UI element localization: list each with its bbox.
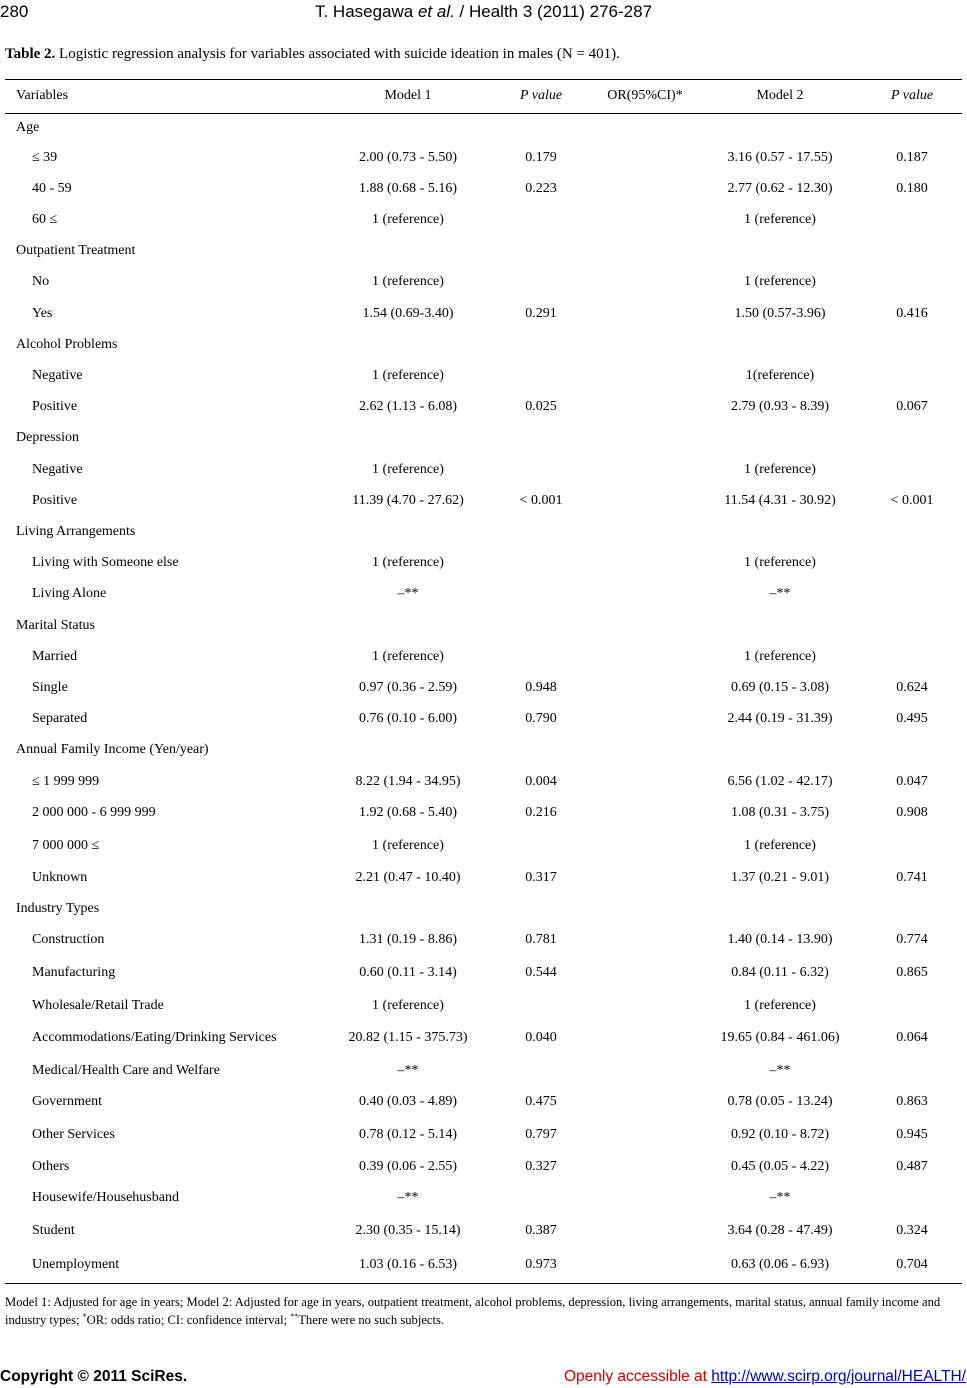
model-2-cell: 1.08 (0.31 - 3.75) [731,805,829,820]
footnote-abbreviations: OR: odds ratio; CI: confidence interval; [86,1313,291,1327]
running-header [0,0,967,26]
variable-label: Housewife/Househusband [32,1190,179,1205]
table-row [0,870,967,890]
model-1-cell: 0.76 (0.10 - 6.00) [359,711,457,726]
p-value-1-cell: 0.797 [525,1127,557,1142]
model-1-cell: 0.78 (0.12 - 5.14) [359,1127,457,1142]
table-row [0,462,967,482]
variable-label: Manufacturing [32,965,116,980]
table-row [0,965,967,985]
model-2-cell: 1.40 (0.14 - 13.90) [727,932,833,947]
journal-url-link[interactable]: http://www.scirp.org/journal/HEALTH/ [711,1368,966,1385]
model-1-cell: 1 (reference) [372,368,444,383]
model-1-cell: 1 (reference) [372,998,444,1013]
model-1-cell: 11.39 (4.70 - 27.62) [352,493,464,508]
p-value-1-cell: 0.475 [525,1094,557,1109]
p-value-2-cell: 0.495 [896,711,928,726]
model-1-cell: 2.21 (0.47 - 10.40) [355,870,461,885]
p-value-1-cell: 0.387 [525,1223,557,1238]
table-row [0,1159,967,1179]
model-2-cell: 0.63 (0.06 - 6.93) [731,1257,829,1272]
model-2-cell: 0.84 (0.11 - 6.32) [731,965,829,980]
p-value-1-cell: 0.004 [525,774,557,789]
table-group-row [0,430,967,450]
p-value-2-cell: 0.945 [896,1127,928,1142]
p-value-2-cell: < 0.001 [890,493,934,508]
model-1-cell: 1.31 (0.19 - 8.86) [359,932,457,947]
table-row [0,181,967,201]
table-group-row [0,120,967,140]
group-label: Outpatient Treatment [16,243,136,258]
table-row [0,649,967,669]
model-2-cell: 1(reference) [745,368,815,383]
variable-label: Accommodations/Eating/Drinking Services [32,1030,277,1045]
p-value-2-cell: 0.064 [896,1030,928,1045]
table-header-rule [5,113,962,114]
p-value-1-cell: 0.327 [525,1159,557,1174]
variable-label: Unemployment [32,1257,120,1272]
open-access-notice [564,1368,966,1386]
table-row [0,1257,967,1277]
table-row [0,212,967,232]
model-2-cell: 1 (reference) [744,274,816,289]
variable-label: 60 ≤ [32,212,58,227]
model-1-cell: 0.39 (0.06 - 2.55) [359,1159,457,1174]
table-row [0,555,967,575]
variable-label: Negative [32,368,83,383]
table-group-row [0,243,967,263]
table-bottom-rule [5,1283,962,1284]
model-2-cell: 1 (reference) [744,998,816,1013]
footnote-star-marker: * [82,1311,87,1321]
p-value-2-cell: 0.324 [896,1223,928,1238]
p-value-2-cell: 0.047 [896,774,928,789]
model-2-cell: 3.16 (0.57 - 17.55) [727,150,833,165]
header-model-2: Model 2 [756,88,804,103]
table-row [0,1094,967,1114]
model-1-cell: 1.03 (0.16 - 6.53) [359,1257,457,1272]
table-top-rule [5,79,962,80]
journal-citation [0,2,967,22]
p-value-1-cell: 0.040 [525,1030,557,1045]
p-value-1-cell: < 0.001 [519,493,563,508]
model-2-cell: 2.77 (0.62 - 12.30) [727,181,833,196]
model-1-cell: 1 (reference) [372,462,444,477]
model-2-cell: 19.65 (0.84 - 461.06) [720,1030,840,1045]
variable-label: Wholesale/Retail Trade [32,998,164,1013]
table-row [0,680,967,700]
variable-label: ≤ 39 [32,150,58,165]
variable-label: Married [32,649,78,664]
model-2-cell: 2.79 (0.93 - 8.39) [731,399,829,414]
model-2-cell: 3.64 (0.28 - 47.49) [727,1223,833,1238]
model-2-cell: 0.69 (0.15 - 3.08) [731,680,829,695]
model-1-cell: 0.40 (0.03 - 4.89) [359,1094,457,1109]
variable-label: Negative [32,462,83,477]
footnote-no-subjects: There were no such subjects. [298,1313,445,1327]
table-group-row [0,901,967,921]
model-2-cell: –** [769,1063,791,1078]
variable-label: Positive [32,493,78,508]
open-access-text: Openly accessible at [563,1368,712,1385]
table-row [0,150,967,170]
group-label: Depression [16,430,79,445]
model-1-cell: 8.22 (1.94 - 34.95) [355,774,461,789]
model-1-cell: 0.97 (0.36 - 2.59) [359,680,457,695]
model-2-cell: 11.54 (4.31 - 30.92) [724,493,836,508]
model-2-cell: –** [769,586,791,601]
group-label: Marital Status [16,618,95,633]
p-value-2-cell: 0.774 [896,932,928,947]
table-row [0,1063,967,1083]
table-row [0,1127,967,1147]
table-group-row [0,337,967,357]
model-1-cell: 1.88 (0.68 - 5.16) [359,181,457,196]
model-2-cell: 0.45 (0.05 - 4.22) [731,1159,829,1174]
group-label: Annual Family Income (Yen/year) [16,742,209,757]
variable-label: Government [32,1094,102,1109]
model-2-cell: –** [769,1190,791,1205]
model-1-cell: 0.60 (0.11 - 3.14) [359,965,457,980]
model-1-cell: –** [397,586,419,601]
p-value-1-cell: 0.544 [525,965,557,980]
footnote-double-star-marker: ** [290,1311,299,1321]
model-1-cell: 1 (reference) [372,838,444,853]
variable-label: Others [32,1159,70,1174]
variable-label: Medical/Health Care and Welfare [32,1063,220,1078]
model-2-cell: 1 (reference) [744,838,816,853]
variable-label: 40 - 59 [32,181,72,196]
citation-et-al: et al. [417,2,455,21]
p-value-2-cell: 0.741 [896,870,928,885]
variable-label: No [32,274,50,289]
p-value-2-cell: 0.704 [896,1257,928,1272]
model-1-cell: 2.30 (0.35 - 15.14) [355,1223,461,1238]
model-2-cell: 2.44 (0.19 - 31.39) [727,711,833,726]
table-row [0,368,967,388]
page-number: 280 [0,2,29,21]
p-value-1-cell: 0.973 [525,1257,557,1272]
variable-label: Separated [32,711,88,726]
p-value-2-cell: 0.863 [896,1094,928,1109]
table-row [0,805,967,825]
p-value-1-cell: 0.179 [525,150,557,165]
header-model-1: Model 1 [384,88,432,103]
variable-label: Living with Someone else [32,555,179,570]
table-row [0,774,967,794]
model-2-cell: 1.37 (0.21 - 9.01) [731,870,829,885]
variable-label: Living Alone [32,586,107,601]
table-row [0,1223,967,1243]
group-label: Industry Types [16,901,100,916]
p-value-2-cell: 0.487 [896,1159,928,1174]
variable-label: Other Services [32,1127,115,1142]
model-1-cell: 20.82 (1.15 - 375.73) [348,1030,468,1045]
table-row [0,1030,967,1050]
model-1-cell: 1 (reference) [372,555,444,570]
table-row [0,1190,967,1210]
variable-label: Yes [32,306,53,321]
table-group-row [0,524,967,544]
model-1-cell: –** [397,1190,419,1205]
variable-label: Single [32,680,68,695]
model-1-cell: 1 (reference) [372,649,444,664]
p-value-1-cell: 0.291 [525,306,557,321]
variable-label: Student [32,1223,75,1238]
variable-label: ≤ 1 999 999 [32,774,100,789]
model-1-cell: 1 (reference) [372,212,444,227]
group-label: Age [16,120,40,135]
table-footnote [5,1293,967,1329]
model-2-cell: 1 (reference) [744,649,816,664]
citation-journal: / Health 3 (2011) 276-287 [454,2,653,21]
model-2-cell: 1 (reference) [744,462,816,477]
table-row [0,274,967,294]
table-row [0,399,967,419]
variable-label: Unknown [32,870,88,885]
p-value-1-cell: 0.781 [525,932,557,947]
model-2-cell: 6.56 (1.02 - 42.17) [727,774,833,789]
p-value-1-cell: 0.025 [525,399,557,414]
table-row [0,838,967,858]
p-value-2-cell: 0.416 [896,306,928,321]
p-value-1-cell: 0.223 [525,181,557,196]
p-value-1-cell: 0.948 [525,680,557,695]
model-2-cell: 0.92 (0.10 - 8.72) [731,1127,829,1142]
model-1-cell: 2.62 (1.13 - 6.08) [359,399,457,414]
footnote-models: Model 1: Adjusted for age in years; Model 2: Adjusted for age in years, outpatient treatment, alcohol problems, depression, living arrangements, marital status, annual family income and industry types; [5,1295,941,1327]
table-caption-label: Table 2. [5,46,56,62]
model-2-cell: 1.50 (0.57-3.96) [734,306,826,321]
header-variables: Variables [16,88,69,103]
variable-label: 7 000 000 ≤ [32,838,100,853]
table-caption [5,46,620,63]
p-value-1-cell: 0.790 [525,711,557,726]
model-1-cell: 1.54 (0.69-3.40) [362,306,454,321]
table-row [0,998,967,1018]
model-2-cell: 0.78 (0.05 - 13.24) [727,1094,833,1109]
model-1-cell: 1 (reference) [372,274,444,289]
table-row [0,711,967,731]
header-p-value-2-text: P value [890,88,934,103]
p-value-2-cell: 0.624 [896,680,928,695]
model-2-cell: 1 (reference) [744,555,816,570]
p-value-1-cell: 0.317 [525,870,557,885]
p-value-2-cell: 0.865 [896,965,928,980]
variable-label: Construction [32,932,105,947]
model-2-cell: 1 (reference) [744,212,816,227]
p-value-2-cell: 0.180 [896,181,928,196]
variable-label: Positive [32,399,78,414]
table-row [0,586,967,606]
p-value-2-cell: 0.187 [896,150,928,165]
p-value-2-cell: 0.908 [896,805,928,820]
table-row [0,493,967,513]
group-label: Living Arrangements [16,524,136,539]
citation-authors: T. Hasegawa [314,2,418,21]
table-group-row [0,618,967,638]
group-label: Alcohol Problems [16,337,118,352]
copyright-notice: Copyright © 2011 SciRes. [0,1368,188,1385]
header-p-value-2 [891,88,933,104]
header-p-value-1 [520,88,562,104]
header-or-ci: OR(95%CI)* [607,88,683,103]
model-1-cell: 1.92 (0.68 - 5.40) [359,805,457,820]
table-caption-text: Logistic regression analysis for variables associated with suicide ideation in males (N = 401). [55,46,620,62]
p-value-1-cell: 0.216 [525,805,557,820]
table-row [0,306,967,326]
p-value-2-cell: 0.067 [896,399,928,414]
table-row [0,932,967,952]
header-p-value-1-text: P value [519,88,563,103]
table-group-row [0,742,967,762]
model-1-cell: 2.00 (0.73 - 5.50) [359,150,457,165]
model-1-cell: –** [397,1063,419,1078]
variable-label: 2 000 000 - 6 999 999 [32,805,156,820]
